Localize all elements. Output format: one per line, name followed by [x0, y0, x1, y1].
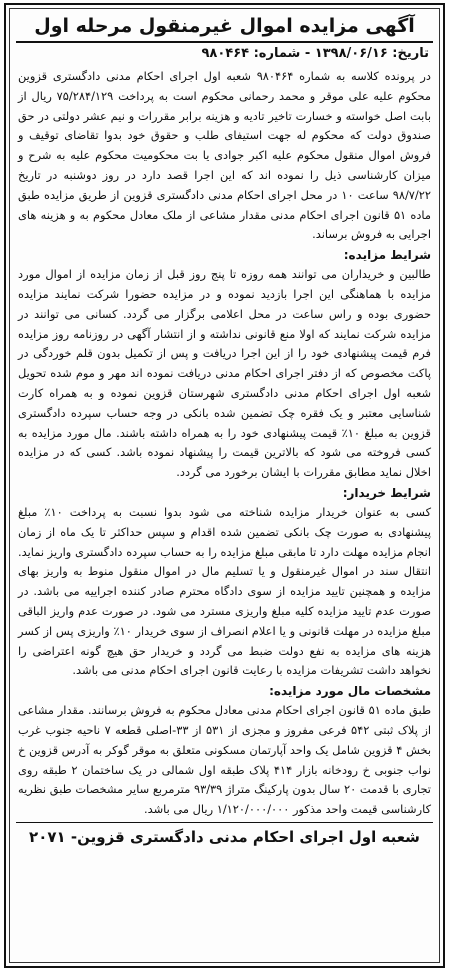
issuing-branch: شعبه اول اجرای احکام مدنی دادگستری قزوین- ۲۰۷۱ — [29, 827, 420, 846]
notice-inner-border — [9, 8, 440, 963]
property-specs-heading: مشخصات مال مورد مزایده: — [269, 684, 431, 699]
property-specs-text: طبق ماده ۵۱ قانون اجرای احکام مدنی معادل محکوم به فروش برسانند. مقدار مشاعی از پلاک ثبتی ۵۴۲ فرعی مفروز و مجزی از ۵۳۱ از ۳۳-اصلی قطعه ۷ ناحیه جنوب غرب بخش ۴ قزوین شامل یک واحد آپارتمان مسکونی متعلق به موقر گوکر به آدرس قزوین خ نواب جنوبی خ رودخانه بازار ۴۱۴ پلاک طبقه اول شمالی در یک ساختمان ۲ طبقه روی تجاری با قدمت ۲۰ سال بدون پارکینگ متراژ ۹۳/۳۹ مترمربع سایر مشخصات طبق نظریه کارشناسی قیمت واحد مذکور ۱/۱۲۰/۰۰۰/۰۰۰ ریال می باشد. — [17, 703, 432, 817]
notice-body — [10, 65, 439, 820]
auction-conditions-heading: شرایط مزایده: — [343, 248, 431, 263]
intro-paragraph: در پرونده کلاسه به شماره ۹۸۰۴۶۴ شعبه اول اجرای احکام مدنی دادگستری قزوین محکوم علیه علی موقر و محمد رحمانی محکوم است به پرداخت ۷۵/۲۸۴/۱۲۹ ریال از بابت اصل خواسته و خسارت تاخیر تادیه و هزینه برابر مقررات و نیم عشر دولتی در حق صندوق دولت که محکوم له جهت استیفای طلب و حقوق خود بدوا تقاضای توقیف و فروش اموال منقول محکوم علیه اکبر جوادی یا بت محکومیت محکوم علیه به شرح و میزان کارشناسی ذیل را نموده اند که این اجرا قصد دارد در روز دوشنبه در تاریخ ۹۸/۷/۲۲ ساعت ۱۰ در محل اجرای احکام مدنی دادگستری قزوین از طریق مزایده طبق ماده ۵۱ قانون اجرای احکام مدنی مقدار مشاعی از ملک معادل محکوم به و هزینه های اجرایی به فروش برساند. — [18, 69, 432, 242]
notice-frame — [4, 3, 445, 968]
notice-title: آگهی مزایده اموال غیرمنقول مرحله اول — [34, 15, 415, 37]
notice-date-number: تاریخ: ۱۳۹۸/۰۶/۱۶ - شماره: ۹۸۰۴۶۴ — [201, 46, 429, 61]
buyer-conditions-heading: شرایط خریدار: — [342, 485, 431, 500]
auction-conditions-text: طالبین و خریداران می توانند همه روزه تا پنج روز قبل از زمان مزایده از اموال مورد مزایده با هماهنگی این اجرا بازدید نموده و در مزایده حضورا شرکت نمایند مزایده حضوری بوده و راس ساعت در محل اعلامی برگزار می گردد. کسانی می توانند در مزایده شرکت نمایند که اولا منع قانونی نداشته و از انتشار آگهی در روزنامه روز مزایده فرم قیمت پیشنهادی خود را از این اجرا دریافت و پس از تکمیل بدون قلم خوردگی در پاکت مخصوص که از دفتر اجرای احکام مدنی دریافت نموده اند مهر و موم شده تحویل شعبه اول اجرای احکام مدنی دادگستری شهرستان قزوین نموده و به همراه کارت شناسایی معتبر و یک فقره چک تضمین شده بانکی در وجه حساب سپرده دادگستری قزوین به مبلغ ۱۰٪ قیمت پیشنهادی خود را به همراه داشته باشند. مال مورد مزایده به کسی فروخته می شود که بالاترین قیمت را پیشنهاد نموده باشد. کسی که در مزایده اخلال نماید مطابق مقررات با ایشان برخورد می گردد. — [18, 267, 432, 480]
buyer-conditions-text: کسی به عنوان خریدار مزایده شناخته می شود بدوا نسبت به پرداخت ۱۰٪ مبلغ پیشنهادی به صورت چک بانکی تضمین شده اقدام و سپس حداکثر تا یک ماه از زمان انجام مزایده مهلت دارد تا مابقی مبلغ مزایده را به حساب سپرده دادگستری واریز نماید. انتقال سند در اموال غیرمنقول و یا تسلیم مال در اموال منقول منوط به واریز بهای مزایده و همچنین تایید مزایده از سوی دادگاه محترم صادر کننده اجراییه می باشد. در صورت عدم تایید مزایده کلیه مبلغ واریزی مسترد می شود. در صورت عدم واریز الباقی مبلغ مزایده در مهلت قانونی و یا اعلام انصراف از سوی خریدار ۱۰٪ واریزی پس از کسر هزینه های مزایده به نفع دولت ضبط می گردد و خریدار حق هیچ گونه اعتراضی را نخواهد داشت تشریفات مزایده با رعایت قانون اجرای احکام مدنی می باشد. — [18, 504, 432, 678]
